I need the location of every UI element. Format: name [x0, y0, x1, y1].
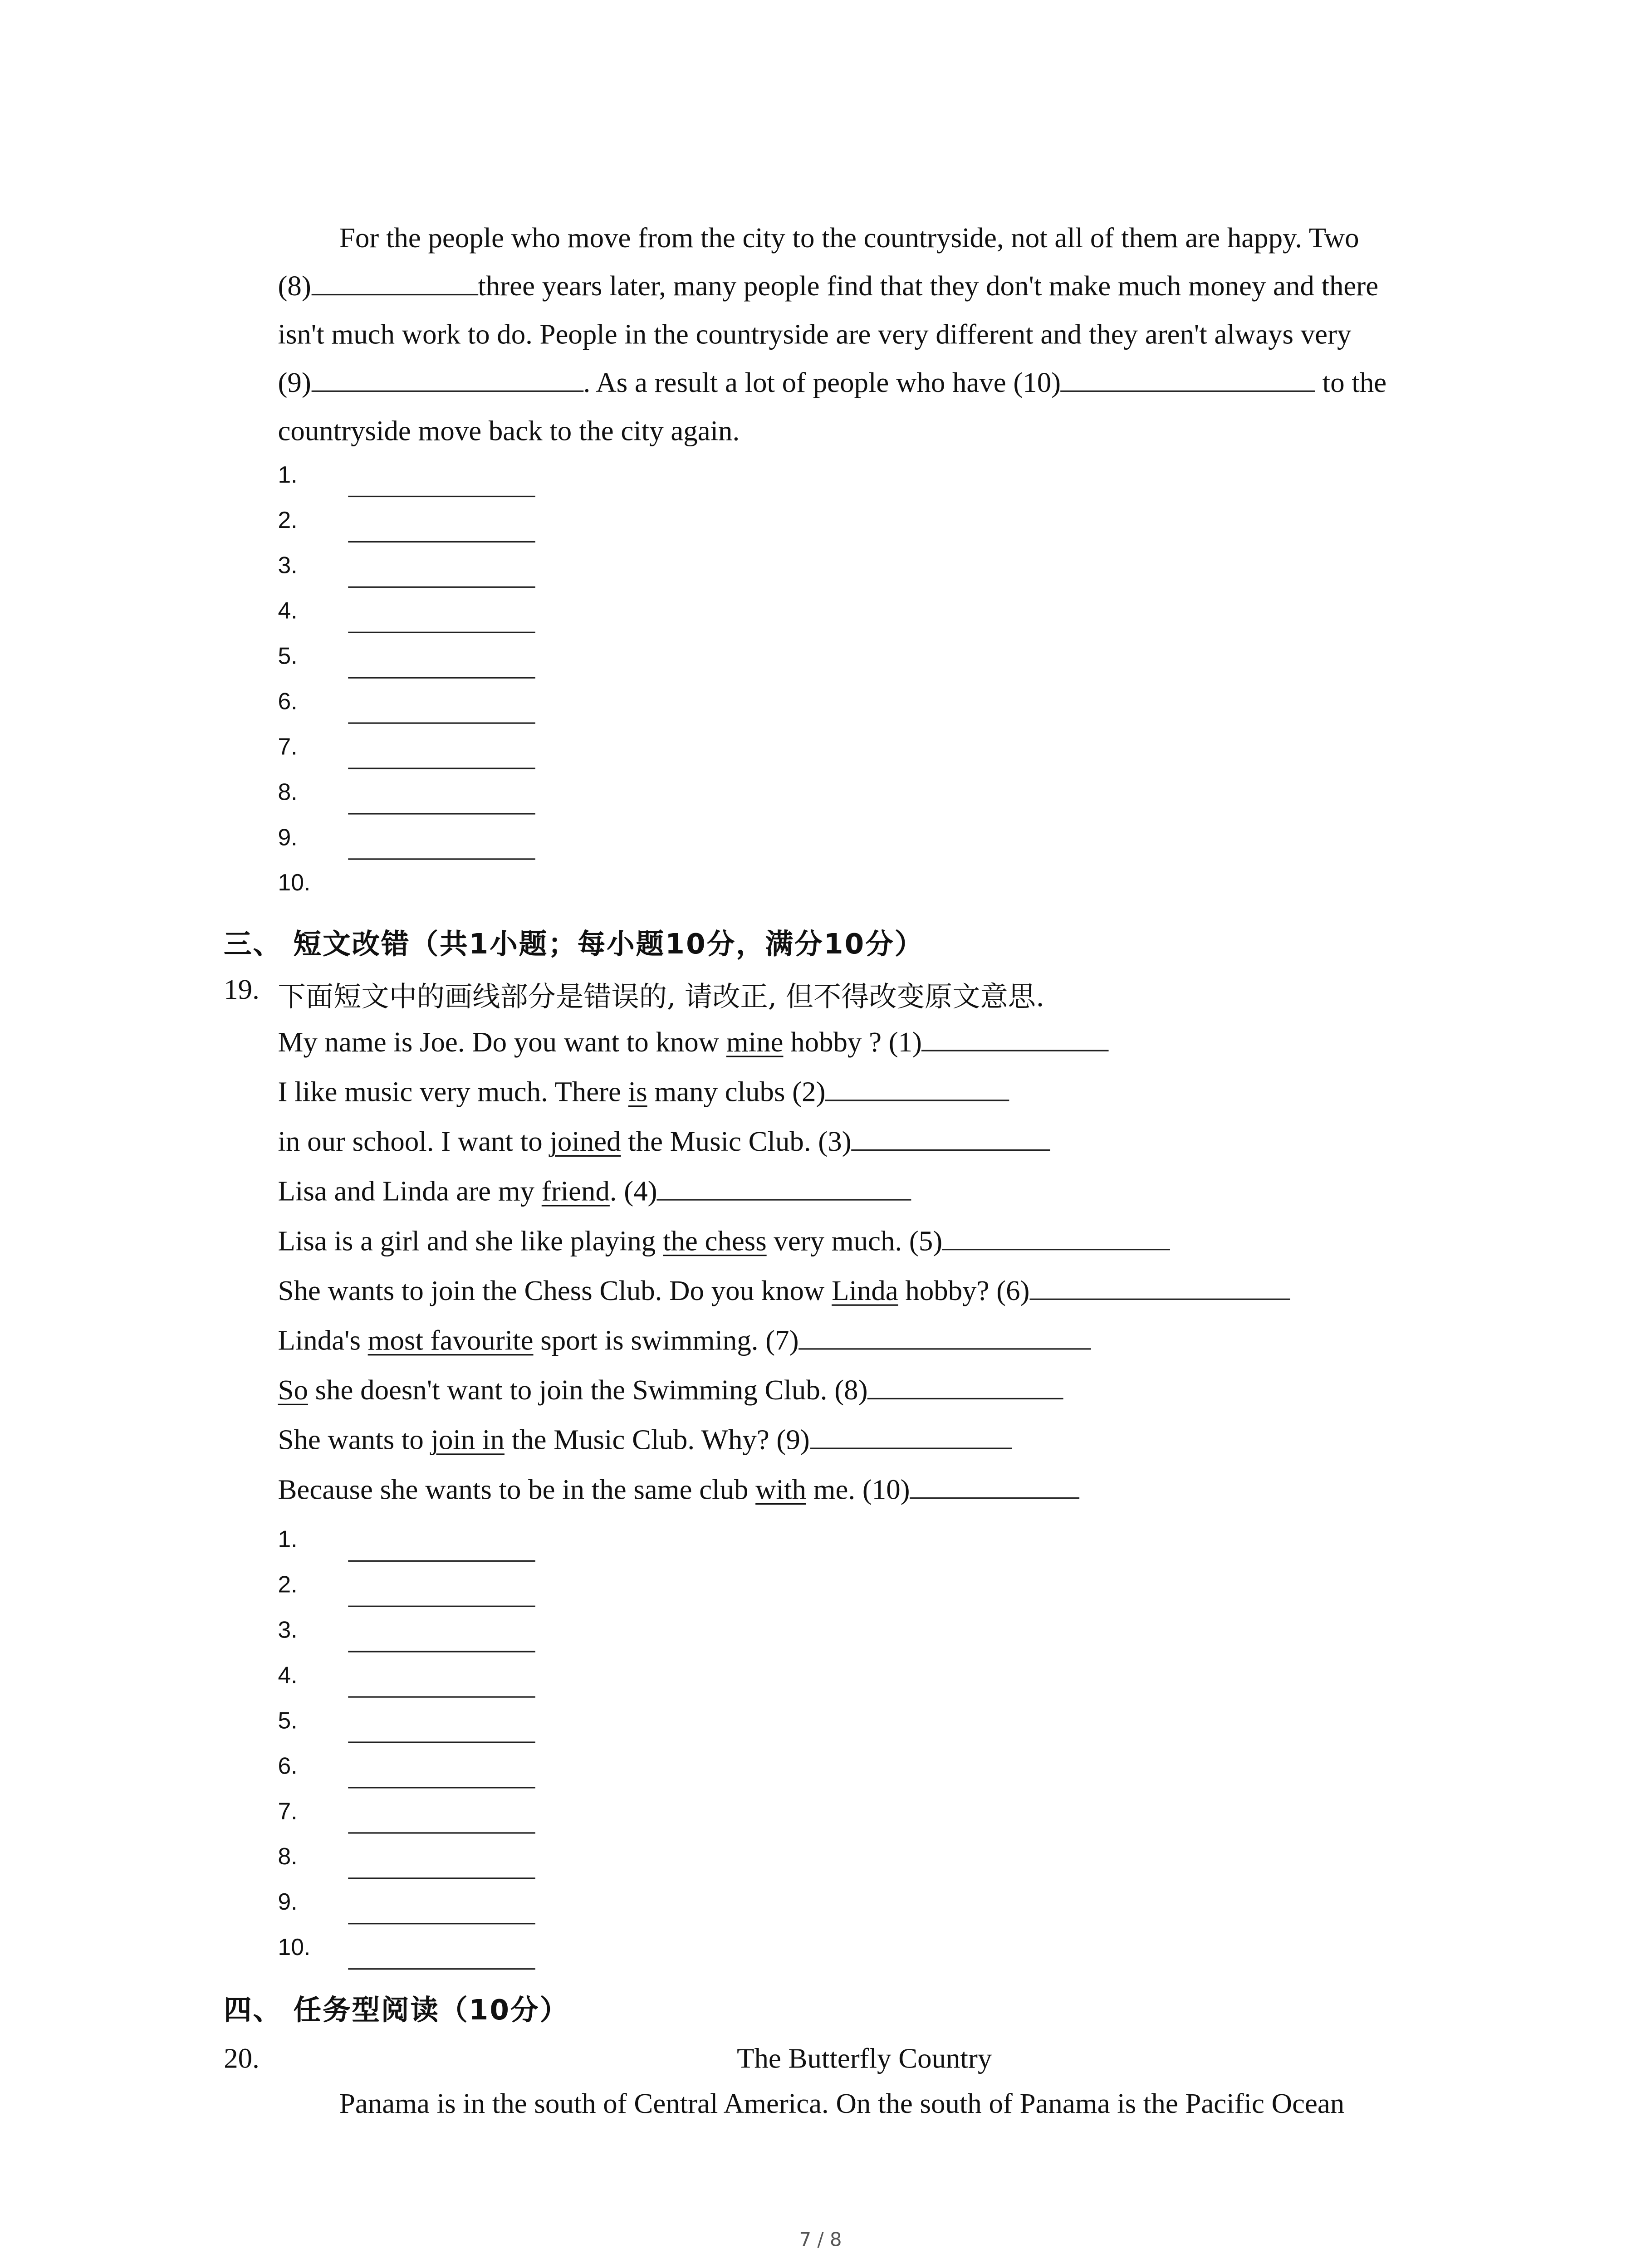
correction-blank[interactable]	[810, 1446, 1012, 1449]
correction-line: So she doesn't want to join the Swimming Club. (8)	[278, 1376, 1064, 1408]
answer-number: 1.	[278, 1528, 298, 1553]
passage-line: For the people who move from the city to the countryside, not all of them are happy. Two	[339, 224, 1359, 254]
answer-number: 2.	[278, 1573, 298, 1598]
answer-line[interactable]	[348, 677, 535, 679]
underlined-error: friend	[541, 1177, 610, 1208]
passage-line: isn't much work to do. People in the countryside are very different and they aren't always very	[278, 320, 1352, 351]
correction-line: Lisa is a girl and she like playing the chess very much. (5)	[278, 1227, 1171, 1259]
passage-line: (9) . As a result a lot of people who have (10) to the	[278, 368, 1387, 400]
answer-number: 10.	[278, 1936, 311, 1961]
passage-line: countryside move back to the city again.	[278, 416, 740, 448]
correction-line: Lisa and Linda are my friend. (4)	[278, 1177, 912, 1209]
answer-line[interactable]	[348, 496, 535, 497]
answer-line[interactable]	[348, 1651, 535, 1652]
correction-line: My name is Joe. Do you want to know mine hobby ? (1)	[278, 1028, 1109, 1060]
correction-line: I like music very much. There is many clubs (2)	[278, 1078, 1010, 1110]
answer-line[interactable]	[348, 1560, 535, 1562]
passage-paragraph	[278, 215, 1448, 456]
blank-10[interactable]	[1061, 389, 1315, 392]
correction-line: She wants to join in the Music Club. Why? (9)	[278, 1426, 1012, 1458]
answer-line[interactable]	[348, 1696, 535, 1697]
answer-line[interactable]	[348, 723, 535, 724]
answer-line[interactable]	[348, 858, 535, 860]
answer-line[interactable]	[348, 813, 535, 814]
answer-line[interactable]	[348, 767, 535, 769]
correction-line: She wants to join the Chess Club. Do you know Linda hobby? (6)	[278, 1276, 1290, 1309]
answer-line[interactable]	[348, 1968, 535, 1970]
question-instruction: 下面短文中的画线部分是错误的, 请改正, 但不得改变原文意思.	[278, 981, 1045, 1014]
answer-line[interactable]	[348, 1606, 535, 1607]
passage-title: The Butterfly Country	[737, 2044, 992, 2075]
correction-blank[interactable]	[799, 1347, 1092, 1349]
answer-number: 3.	[278, 1618, 298, 1644]
blank-9[interactable]	[311, 389, 583, 392]
answer-number: 6.	[278, 1755, 298, 1780]
question-number: 19.	[224, 975, 260, 1006]
page-number: 7 / 8	[799, 2230, 842, 2252]
answer-number: 2.	[278, 508, 298, 534]
answer-number: 5.	[278, 1709, 298, 1735]
answer-line[interactable]	[348, 1923, 535, 1924]
correction-line: Because she wants to be in the same club with me. (10)	[278, 1476, 1080, 1508]
answer-number: 9.	[278, 1891, 298, 1916]
answer-number: 7.	[278, 735, 298, 761]
passage-first-line: Panama is in the south of Central America. On the south of Panama is the Pacific Ocean	[339, 2089, 1345, 2121]
correction-blank[interactable]	[868, 1397, 1064, 1399]
underlined-error: Linda	[832, 1276, 898, 1307]
correction-blank[interactable]	[852, 1148, 1050, 1151]
answer-line[interactable]	[348, 1877, 535, 1879]
answer-line[interactable]	[348, 1741, 535, 1743]
section-heading: 四、 任务型阅读（10分）	[224, 1994, 569, 2027]
answer-number: 10.	[278, 871, 311, 897]
underlined-error: the chess	[662, 1227, 767, 1258]
blank-8[interactable]	[311, 293, 478, 295]
correction-blank[interactable]	[1030, 1297, 1290, 1300]
answer-line[interactable]	[348, 541, 535, 543]
underlined-error: most favourite	[367, 1326, 534, 1357]
correction-line: Linda's most favourite sport is swimming. (7)	[278, 1326, 1092, 1359]
correction-blank[interactable]	[910, 1496, 1080, 1499]
answer-number: 1.	[278, 463, 298, 489]
underlined-error: is	[628, 1077, 647, 1109]
answer-number: 7.	[278, 1800, 298, 1825]
underlined-error: joined	[549, 1127, 621, 1158]
correction-line: in our school. I want to joined the Music Club. (3)	[278, 1127, 1051, 1159]
underlined-error: with	[755, 1475, 806, 1506]
correction-blank[interactable]	[922, 1048, 1109, 1051]
answer-line[interactable]	[348, 1832, 535, 1833]
answer-number: 8.	[278, 781, 298, 806]
answer-number: 8.	[278, 1845, 298, 1871]
correction-blank[interactable]	[942, 1247, 1171, 1250]
answer-number: 6.	[278, 690, 298, 715]
correction-blank[interactable]	[657, 1198, 912, 1200]
underlined-error: join in	[431, 1426, 505, 1457]
passage-line: (8) three years later, many people find that they don't make much money and there	[278, 272, 1379, 303]
underlined-error: So	[278, 1376, 308, 1407]
correction-blank[interactable]	[825, 1098, 1009, 1101]
underlined-error: mine	[726, 1028, 784, 1059]
question-number: 20.	[224, 2044, 260, 2075]
answer-line[interactable]	[348, 587, 535, 588]
answer-number: 4.	[278, 1664, 298, 1689]
answer-number: 9.	[278, 826, 298, 851]
answer-number: 4.	[278, 599, 298, 625]
answer-number: 3.	[278, 554, 298, 579]
section-heading: 三、 短文改错（共1小题；每小题10分，满分10分）	[224, 929, 924, 961]
answer-line[interactable]	[348, 632, 535, 633]
answer-number: 5.	[278, 645, 298, 670]
answer-line[interactable]	[348, 1787, 535, 1788]
